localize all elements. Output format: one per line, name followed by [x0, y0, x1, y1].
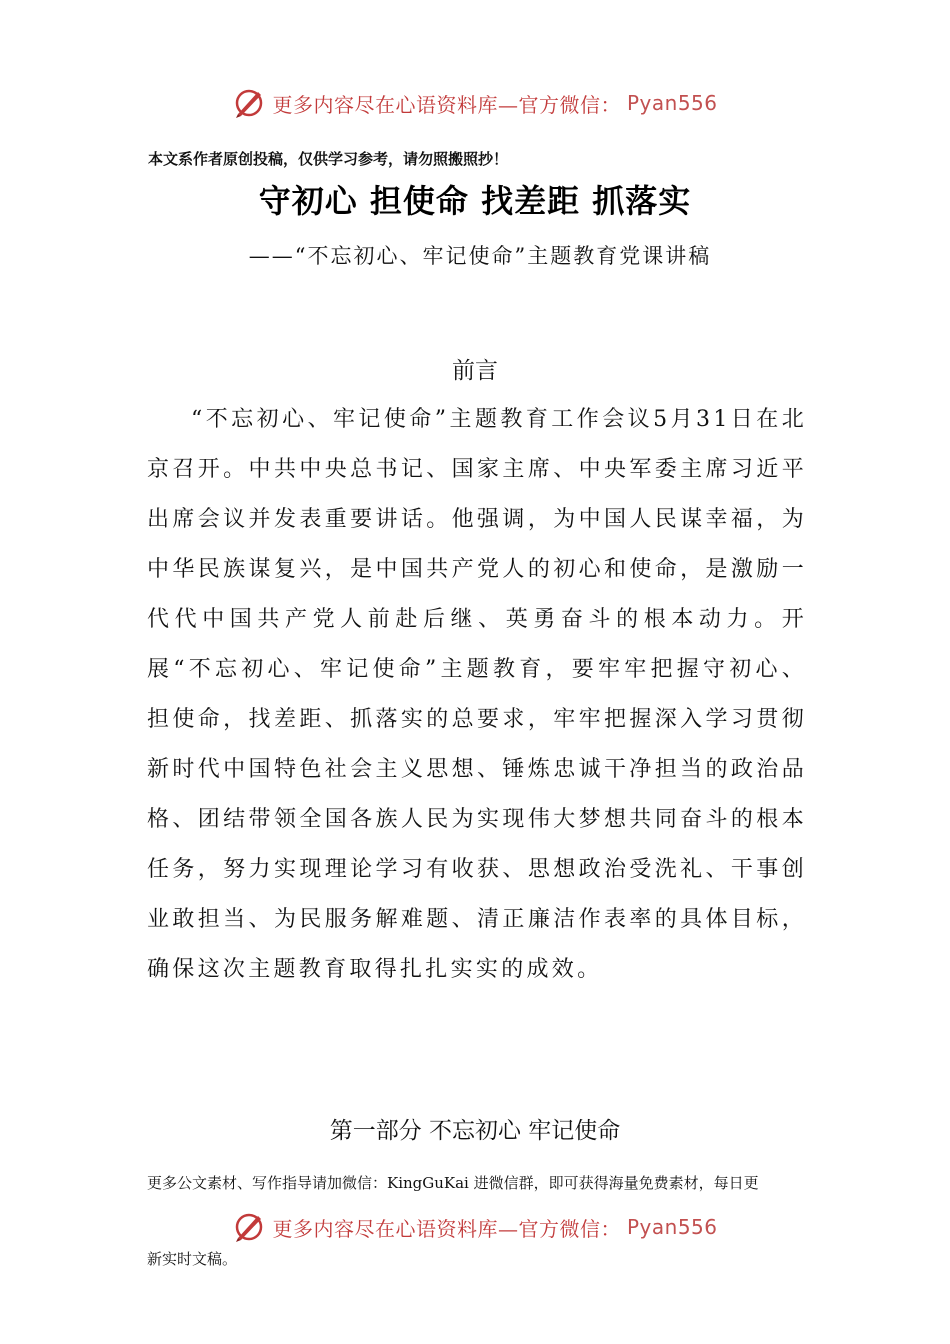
preface-heading: 前言 [452, 358, 498, 384]
footer-watermark [0, 1210, 950, 1244]
document-subtitle: ——“不忘初心、牢记使命”主题教育党课讲稿 [248, 244, 712, 268]
watermark-wechat: Pyan556 [626, 1215, 718, 1239]
header-watermark [0, 86, 950, 120]
preface-body: “不忘初心、牢记使命”主题教育工作会议5月31日在北京召开。中共中央总书记、国家主席、中央军委主席习近平出席会议并发表重要讲话。他强调，为中国人民谋幸福，为中华民族谋复兴，是中国共产党人的初心和使命，是激励一代代中国共产党人前赴后继、英勇奋斗的根本动力。开展“不忘初心、牢记使命”主题教育，要牢牢把握守初心、担使命，找差距、抓落实的总要求，牢牢把握深入学习贯彻新时代中国特色社会主义思想、锤炼忠诚干净担当的政治品格、团结带领全国各族人民为实现伟大梦想共同奋斗的根本任务，努力实现理论学习有收获、思想政治受洗礼、干事创业敢担当、为民服务解难题、清正廉洁作表率的具体目标，确保这次主题教育取得扎扎实实的成效。 [147, 407, 807, 982]
pen-logo-icon [232, 1210, 266, 1244]
copyright-notice: 本文系作者原创投稿，仅供学习参考，请勿照搬照抄！ [148, 150, 509, 168]
footer-line-1: 更多公文素材、写作指导请加微信：KingGuKai 进微信群，即可获得海量免费素材，每日更 [147, 1174, 759, 1192]
watermark-wechat: Pyan556 [626, 91, 718, 115]
document-title: 守初心 担使命 找差距 抓落实 [258, 182, 692, 220]
pen-logo-icon [232, 86, 266, 120]
footer-line-2: 新实时文稿。 [147, 1250, 238, 1268]
part1-heading: 第一部分 不忘初心 牢记使命 [329, 1118, 621, 1144]
watermark-text: 更多内容尽在心语资料库—官方微信： [272, 1216, 621, 1241]
watermark-text: 更多内容尽在心语资料库—官方微信： [272, 92, 621, 117]
